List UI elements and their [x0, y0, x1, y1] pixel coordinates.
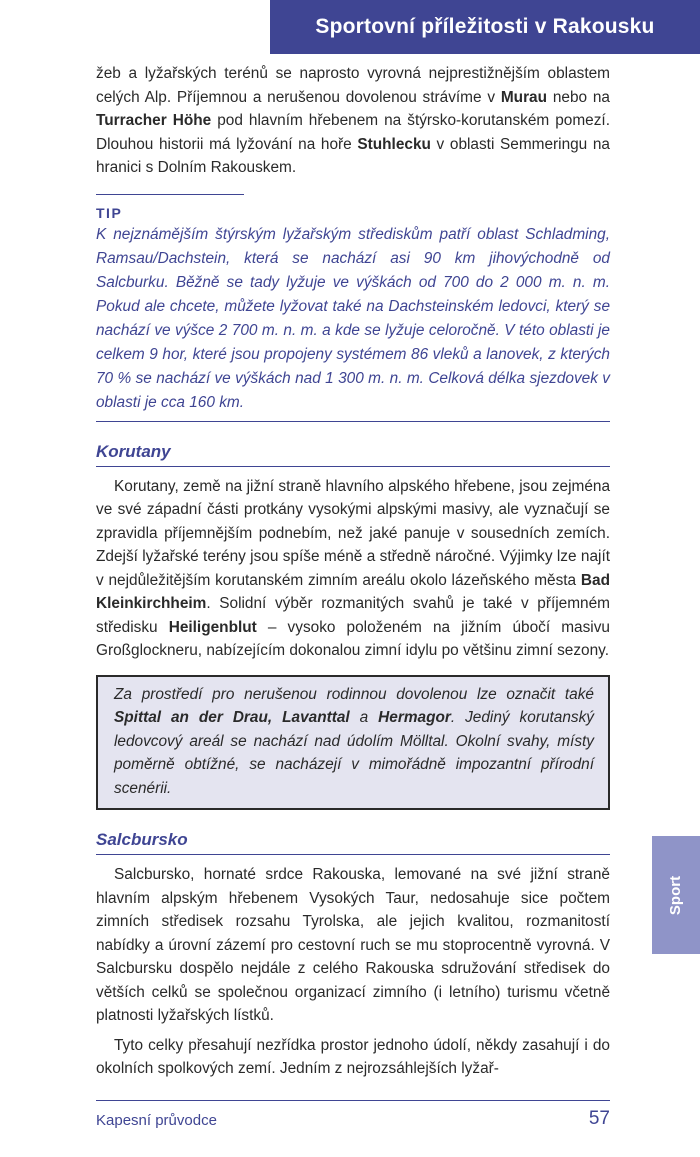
tip-text: K nejznámějším štýrským lyžařským střediskům patří oblast Schladming, Ramsau/Dachstein, která se nachází asi 90 km jihovýchodně od Salcburku. Běžně se tady lyžuje ve výškách od 700 do 2 000 m. n. m. Pokud ale chcete, můžete lyžovat také na Dachsteinském ledovci, který se nachází ve výšce 2 700 m. n. m. a kde se lyžuje celoročně. V této oblasti je celkem 9 hor, které jsou propojeny systémem 86 vleků a lanovek, z kterých 70 % se nachází ve výškách nad 1 300 m. n. m. Celková délka sjezdovek v oblasti je cca 160 km.	[96, 225, 610, 411]
chapter-header	[270, 0, 700, 54]
chapter-title: Sportovní příležitosti v Rakousku	[315, 15, 655, 38]
tip-divider	[96, 194, 244, 195]
place-turracher-hohe: Turracher Höhe	[96, 112, 212, 129]
section-rule-korutany	[96, 466, 610, 467]
side-tab-label: Sport	[667, 875, 685, 915]
place-stuhleck: Stuhlecku	[357, 135, 431, 153]
salcbursko-paragraph-2: Tyto celky přesahují nezřídka prostor jednoho údolí, někdy zasahují i do okolních spolkových zemí. Jedním z nejrozsáhlejších lyžař-	[96, 1036, 610, 1077]
place-murau: Murau	[500, 88, 548, 106]
place-spittal-lavanttal: Spittal an der Drau, Lavanttal	[114, 709, 350, 726]
place-heiligenblut: Heiligenblut	[168, 618, 257, 636]
page-number: 57	[588, 1108, 610, 1129]
tip-label: TIP	[96, 204, 123, 221]
section-title-korutany: Korutany	[96, 441, 171, 461]
side-tab-sport[interactable]	[652, 836, 700, 954]
place-hermagor: Hermagor	[378, 709, 451, 726]
section-title-salcbursko: Salcbursko	[96, 830, 188, 849]
place-bad-kleinkirchheim: Bad Kleinkirchheim	[96, 571, 610, 612]
tip-bottom-rule	[96, 421, 610, 422]
section-rule-salcbursko	[96, 854, 610, 855]
salcbursko-paragraph-1: Salcbursko, hornaté srdce Rakouska, lemované na své jižní straně hlavním alpským hřebenem Vysokých Taur, nedosahuje sice počtem zimních středisek rozsahu Tyrolska, ale jejich kvalitou, rozmanitostí nabídky a úrovní zázemí pro cestovní ruch se mu stoprocentně vyrovná. V Salcbursku dospělo nejdále z celého Rakouska sdružování středisek do větších celků se společnou organizací zimního (i letního) turismu včetně platnosti lyžařských lístků.	[96, 866, 610, 1024]
note-box: Za prostředí pro nerušenou rodinnou dovolenou lze označit také Spittal an der Drau, Lavanttal a Hermagor. Jediný korutanský ledovcový areál se nachází nad údolím Mölltal. Okolní svahy, místy poměrně obtížné, se nacházejí v mimořádně impozantní přírodní scenérii.	[96, 675, 610, 811]
intro-paragraph: žeb a lyžařských terénů se naprosto vyrovná nejprestižnějším oblastem celých Alp. Příjemnou a nerušenou dovolenou strávíme v Murau nebo na Turracher Höhe pod hlavním hřebenem na štýrsko-korutanském pomezí. Dlouhou historii má lyžování na hoře Stuhlecku v oblasti Semmeringu na hranici s Dolním Rakouskem.	[96, 65, 610, 176]
page-content	[96, 62, 610, 1081]
footer-book-title: Kapesní průvodce	[96, 1112, 217, 1129]
footer-rule	[96, 1100, 610, 1101]
korutany-paragraph: Korutany, země na jižní straně hlavního alpského hřebene, jsou zejména ve své západní části protkány vysokými alpskými masivy, ale vyznačují se zpravidla příjemnějším podnebím, než jaké panuje v sousedních zemích. Zdejší lyžařské terény jsou spíše méně a středně náročné. Výjimky lze najít v nejdůležitějším korutanském zimním areálu okolo lázeňského města Bad Kleinkirchheim. Solidní výběr rozmanitých svahů je také v příjemném středisku Heiligenblut – vysoko položeném na jižním úbočí masivu Großglockneru, nabízejícím dokonalou zimní idylu po většinu zimní sezony.	[96, 477, 610, 659]
